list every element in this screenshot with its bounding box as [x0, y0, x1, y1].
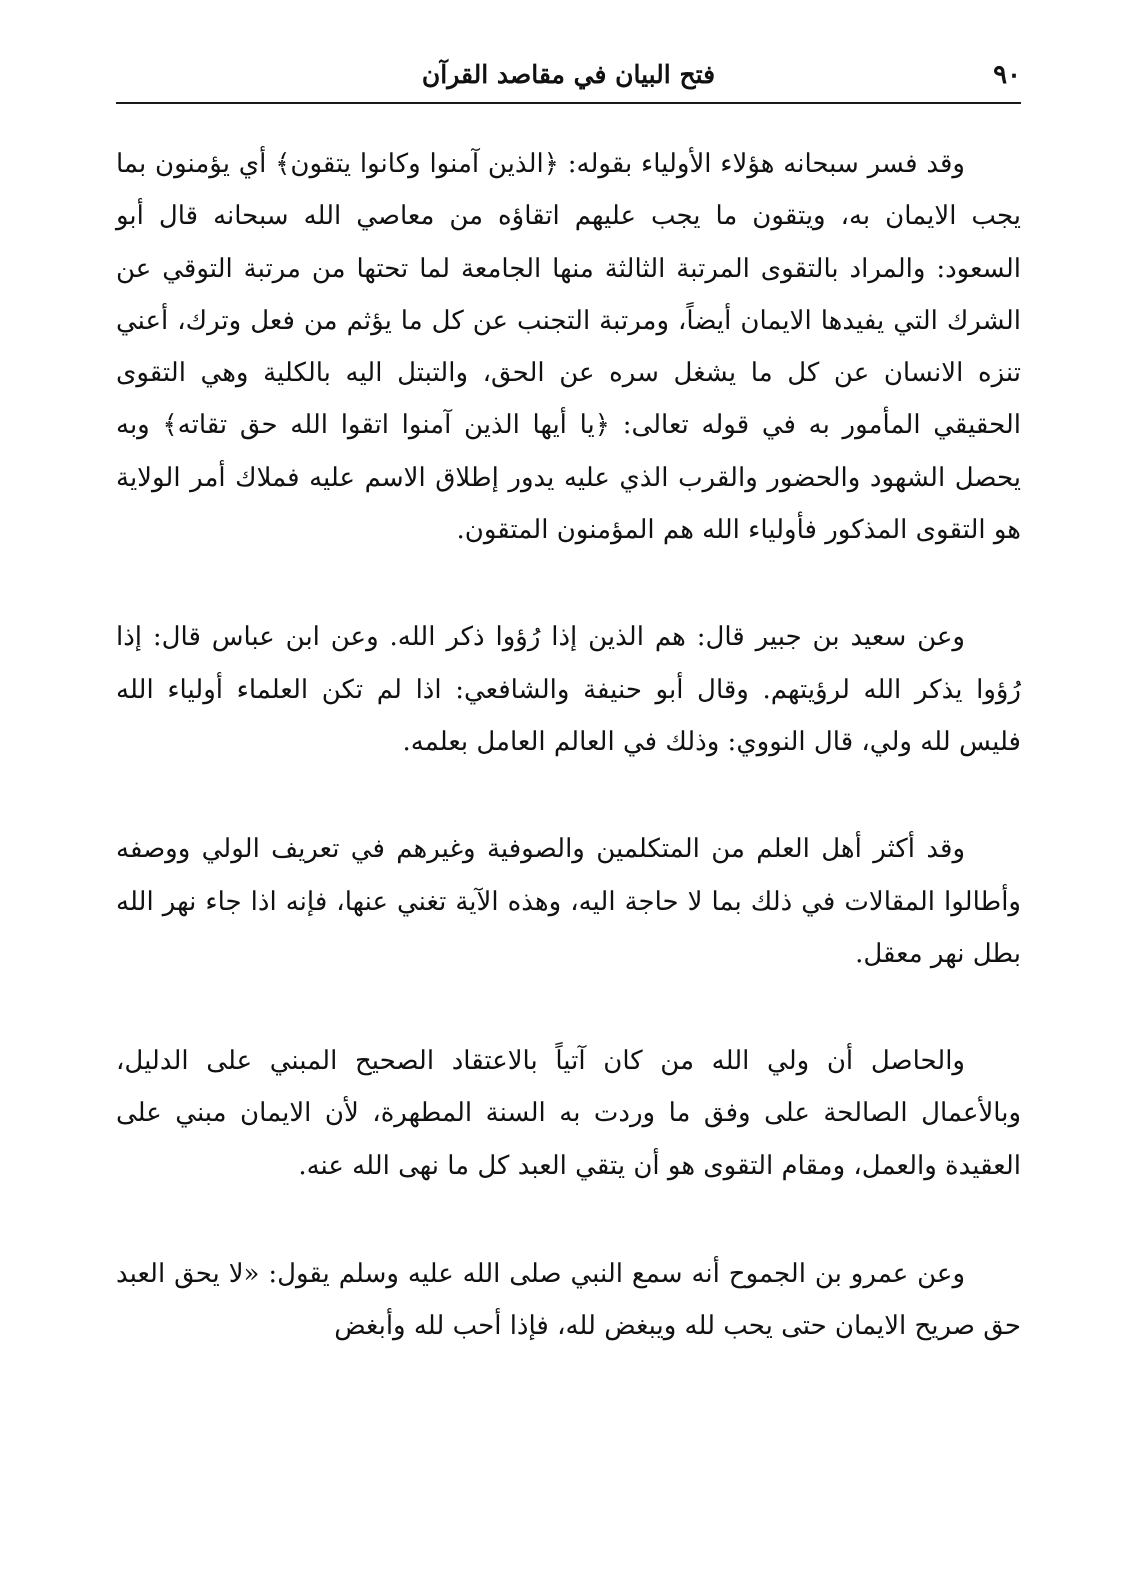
paragraph-awliya-definition: وقد فسر سبحانه هؤلاء الأولياء بقوله: ﴿الذين آمنوا وكانوا يتقون﴾ أي يؤمنون بما يجب الايمان به، ويتقون ما يجب عليهم اتقاؤه من معاصي الله سبحانه قال أبو السعود: والمراد بالتقوى المرتبة الثالثة منها الجامعة لما تحتها من مرتبة التوقي عن الشرك التي يفيدها الايمان أيضاً، ومرتبة التجنب عن كل ما يؤثم من فعل وترك، أعني تنزه الانسان عن كل ما يشغل سره عن الحق، والتبتل اليه بالكلية وهي التقوى الحقيقي المأمور به في قوله تعالى: ﴿يا أيها الذين آمنوا اتقوا الله حق تقاته﴾ وبه يحصل الشهود والحضور والقرب الذي عليه يدور إطلاق الاسم عليه فملاك أمر الولاية هو التقوى المذكور فأولياء الله هم المؤمنون المتقون.	[116, 149, 1021, 546]
page-number: ٩٠	[993, 60, 1021, 90]
page-header	[116, 56, 1021, 104]
paragraph-saeed-bin-jubair: وعن سعيد بن جبير قال: هم الذين إذا رُؤوا ذكر الله. وعن ابن عباس قال: إذا رُؤوا يذكر الله لرؤيتهم. وقال أبو حنيفة والشافعي: اذا لم تكن العلماء أولياء الله فليس لله ولي، قال النووي: وذلك في العالم العامل بعلمه.	[116, 622, 1021, 757]
running-title: فتح البيان في مقاصد القرآن	[421, 60, 716, 89]
page-body	[116, 138, 1021, 1353]
paragraph-conclusion: والحاصل أن ولي الله من كان آتياً بالاعتقاد الصحيح المبني على الدليل، وبالأعمال الصالحة على وفق ما وردت به السنة المطهرة، لأن الايمان مبني على العقيدة والعمل، ومقام التقوى هو أن يتقي العبد كل ما نهى الله عنه.	[116, 1046, 1021, 1181]
paragraph-scholars-definitions: وقد أكثر أهل العلم من المتكلمين والصوفية وغيرهم في تعريف الولي ووصفه وأطالوا المقالات في ذلك بما لا حاجة اليه، وهذه الآية تغني عنها، فإنه اذا جاء نهر الله بطل نهر معقل.	[116, 834, 1021, 969]
paragraph-amr-bin-jamuh: وعن عمرو بن الجموح أنه سمع النبي صلى الله عليه وسلم يقول: «لا يحق العبد حق صريح الايمان حتى يحب لله ويبغض لله، فإذا أحب لله وأبغض	[116, 1259, 1021, 1342]
